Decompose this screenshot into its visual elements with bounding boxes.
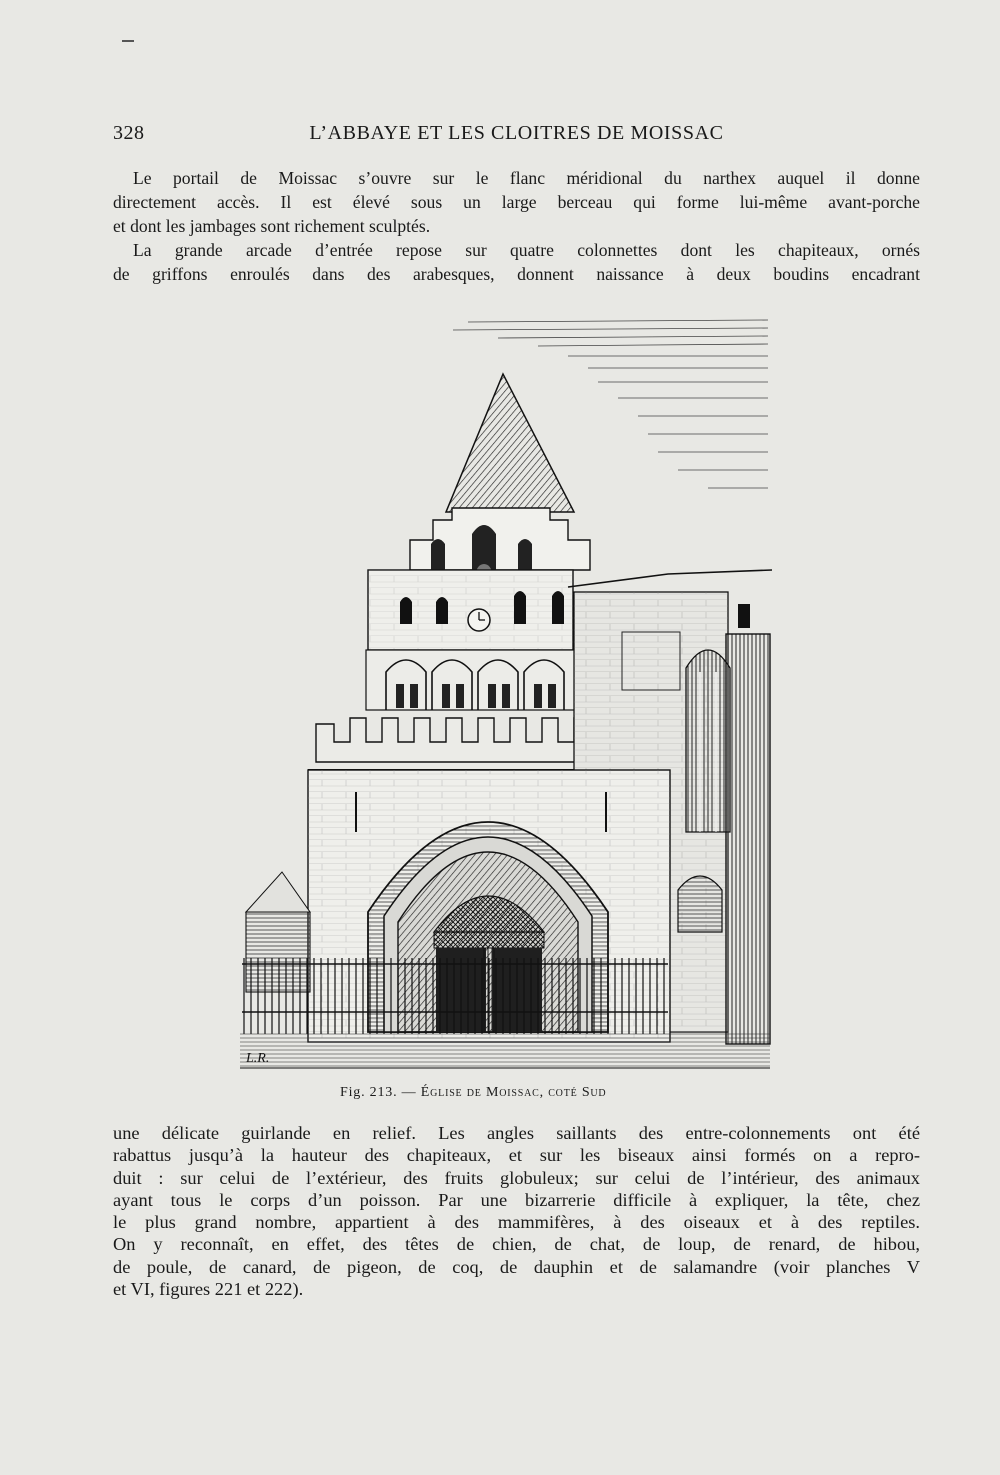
text-line: de poule, de canard, de pigeon, de coq, de dauphin et de salamandre (voir planches V <box>113 1256 920 1277</box>
tower-window <box>436 597 448 624</box>
text-line: et dont les jambages sont richement sculptés. <box>113 216 431 236</box>
church-engraving-figure <box>238 312 772 1070</box>
figure-caption <box>340 1085 680 1101</box>
belfry-opening <box>431 539 445 570</box>
belfry-opening <box>518 539 532 570</box>
caption-prefix: Fig. 213. — <box>340 1085 421 1100</box>
spire <box>446 374 574 512</box>
running-title: L’ABBAYE ET LES CLOITRES DE MOISSAC <box>309 122 724 144</box>
paragraph-2 <box>113 238 920 286</box>
gothic-window <box>686 650 730 832</box>
tower-window <box>514 591 526 624</box>
text-line: La grande arcade d’entrée repose sur quatre colonnettes dont les chapiteaux, ornés <box>133 240 920 260</box>
tower-window <box>552 591 564 624</box>
tower-window <box>400 597 412 624</box>
text-line: rabattus jusqu’à la hauteur des chapiteaux, et sur les biseaux ainsi formés on a repro- <box>113 1145 920 1166</box>
text-line: duit : sur celui de l’extérieur, des fruits globuleux; sur celui de l’intérieur, des animaux <box>113 1167 920 1188</box>
text-line: Le portail de Moissac s’ouvre sur le flanc méridional du narthex auquel il donne <box>133 168 920 188</box>
page-mark <box>122 40 134 42</box>
paragraph-1 <box>113 166 920 238</box>
text-line: une délicate guirlande en relief. Les angles saillants des entre-colonnements ont été <box>113 1123 920 1143</box>
railing-bars <box>244 958 664 1034</box>
text-line: directement accès. Il est élevé sous un large berceau qui forme lui-même avant-porche <box>113 192 920 212</box>
caption-title: Église de Moissac, coté Sud <box>420 1085 607 1100</box>
ground <box>240 1032 770 1068</box>
text-line: le plus grand nombre, appartient à des mammifères, à des oiseaux et à des reptiles. <box>113 1212 920 1233</box>
text-line: et VI, figures 221 et 222). <box>113 1279 304 1300</box>
page-number: 328 <box>113 122 145 144</box>
paragraph-3 <box>113 1122 920 1300</box>
buttress <box>726 634 770 1044</box>
text-line: On y reconnaît, en effet, des têtes de chien, de chat, de loup, de renard, de hibou, <box>113 1234 920 1255</box>
text-line: de griffons enroulés dans des arabesques, donnent naissance à deux boudins encadrant <box>113 264 920 284</box>
page-header <box>113 122 920 150</box>
engraver-signature: L.R. <box>246 1051 270 1066</box>
text-line: ayant tous le corps d’un poisson. Par une bizarrerie difficile à expliquer, la tête, chez <box>113 1189 920 1210</box>
